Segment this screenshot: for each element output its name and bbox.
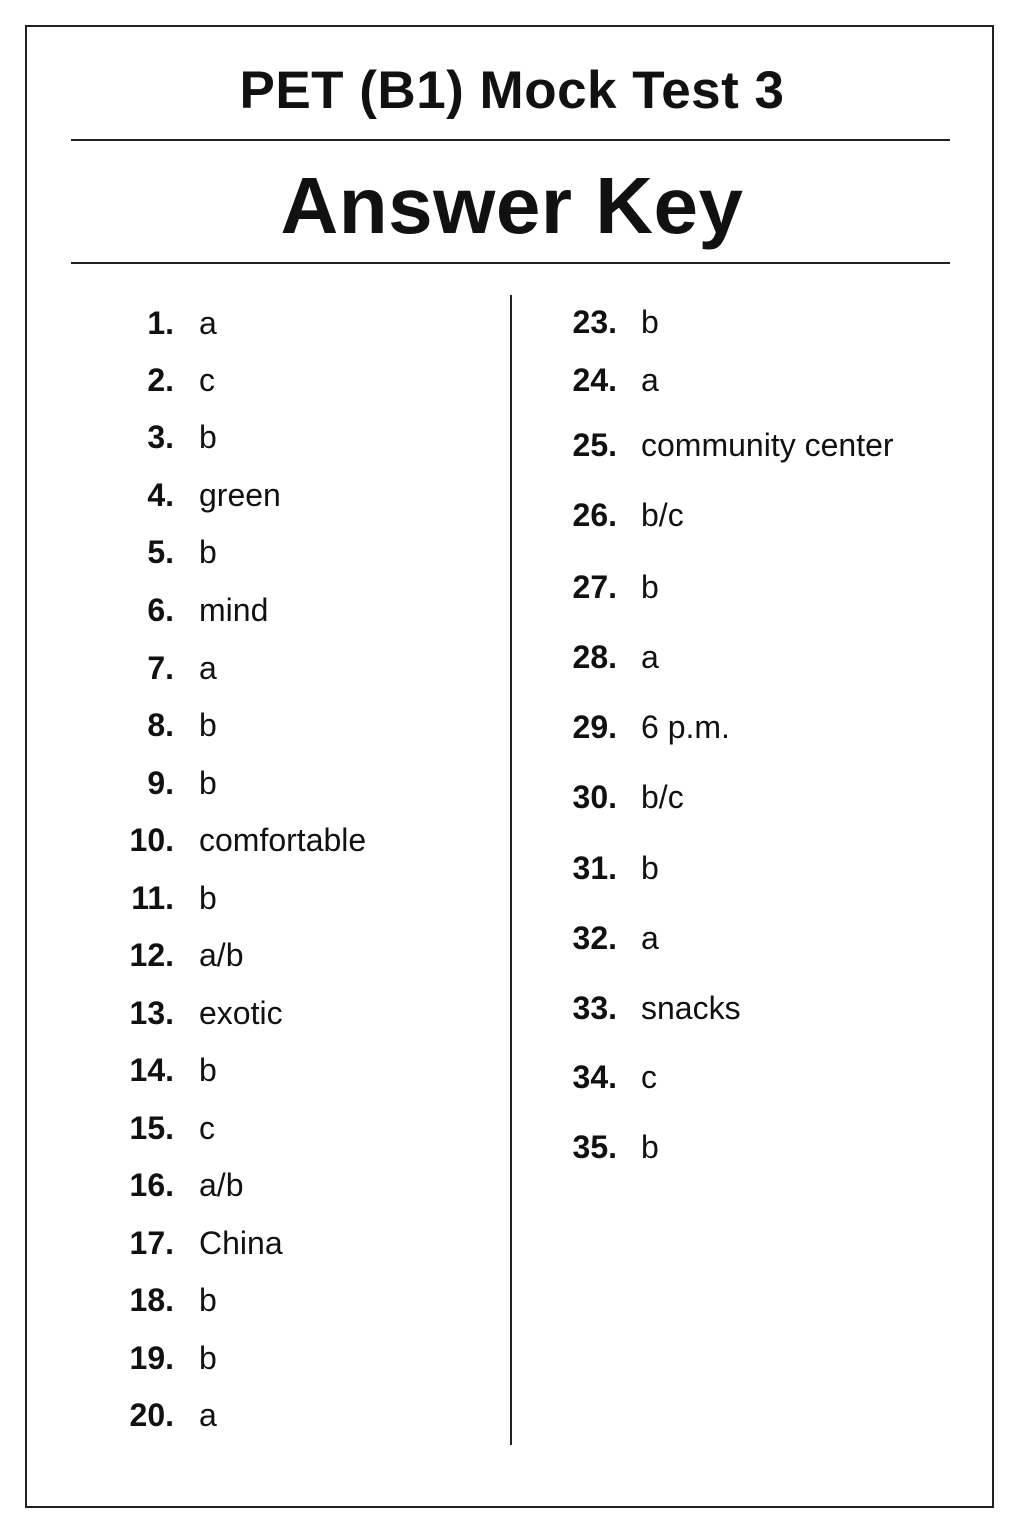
page-subtitle: Answer Key — [280, 161, 744, 250]
answer-text: c — [199, 1110, 215, 1146]
answer-text: 6 p.m. — [641, 709, 730, 745]
question-number: 15. — [129, 1110, 174, 1146]
question-number: 28. — [572, 639, 617, 675]
answer-text: snacks — [641, 990, 741, 1026]
title-divider — [71, 139, 950, 141]
question-number: 19. — [129, 1340, 174, 1376]
question-number: 17. — [129, 1225, 174, 1261]
page-title: PET (B1) Mock Test 3 — [239, 61, 785, 120]
answer-text: b — [641, 1129, 659, 1165]
header-divider — [71, 262, 950, 264]
answer-text: comfortable — [199, 822, 367, 858]
answer-item — [0, 300, 659, 344]
answer-text: exotic — [199, 995, 283, 1031]
answer-item — [0, 493, 684, 537]
question-number: 32. — [572, 920, 617, 956]
answer-text: b — [641, 304, 659, 340]
answer-item — [0, 635, 659, 679]
answer-text: b — [199, 707, 217, 743]
answer-text: a — [199, 305, 217, 341]
question-number: 23. — [572, 304, 617, 340]
answer-text: b — [199, 1282, 217, 1318]
answer-item — [0, 1055, 657, 1099]
question-number: 9. — [147, 765, 174, 801]
answer-text: b — [199, 765, 217, 801]
question-number: 31. — [572, 850, 617, 886]
question-number: 33. — [572, 990, 617, 1026]
answer-text: community center — [641, 427, 894, 463]
question-number: 3. — [147, 419, 174, 455]
question-number: 29. — [572, 709, 617, 745]
answer-text: b — [641, 850, 659, 886]
question-number: 27. — [572, 569, 617, 605]
answer-item — [0, 1221, 283, 1265]
question-number: 14. — [129, 1052, 174, 1088]
answer-item — [0, 1336, 217, 1380]
answer-item — [0, 1125, 659, 1169]
question-number: 1. — [147, 305, 174, 341]
answer-item — [0, 1163, 244, 1207]
question-number: 35. — [572, 1129, 617, 1165]
answer-text: a — [199, 650, 217, 686]
answer-text: mind — [199, 592, 269, 628]
answer-text: a/b — [199, 937, 244, 973]
answer-text: b/c — [641, 779, 684, 815]
question-number: 6. — [147, 592, 174, 628]
question-number: 18. — [129, 1282, 174, 1318]
question-number: 24. — [572, 362, 617, 398]
question-number: 8. — [147, 707, 174, 743]
answer-text: b — [199, 880, 217, 916]
answer-text: b — [199, 534, 217, 570]
question-number: 5. — [147, 534, 174, 570]
answer-item — [0, 423, 894, 467]
answer-text: a — [199, 1397, 217, 1433]
answer-text: a — [641, 920, 659, 956]
answer-item — [0, 775, 684, 819]
answer-item — [0, 1278, 217, 1322]
answer-item — [0, 986, 741, 1030]
answer-item — [0, 1393, 217, 1437]
answer-text: China — [199, 1225, 283, 1261]
answer-text: a/b — [199, 1167, 244, 1203]
answer-text: b — [641, 569, 659, 605]
question-number: 13. — [129, 995, 174, 1031]
answer-text: b — [199, 419, 217, 455]
answer-text: a — [641, 362, 659, 398]
answer-item — [0, 565, 659, 609]
question-number: 20. — [129, 1397, 174, 1433]
question-number: 10. — [129, 822, 174, 858]
answer-item — [0, 846, 659, 890]
question-number: 16. — [129, 1167, 174, 1203]
question-number: 2. — [147, 362, 174, 398]
question-number: 34. — [572, 1059, 617, 1095]
answer-text: b — [199, 1052, 217, 1088]
question-number: 4. — [147, 477, 174, 513]
answer-item — [0, 705, 730, 749]
question-number: 7. — [147, 650, 174, 686]
question-number: 12. — [129, 937, 174, 973]
question-number: 26. — [572, 497, 617, 533]
answer-text: c — [199, 362, 215, 398]
answer-item — [0, 358, 659, 402]
question-number: 30. — [572, 779, 617, 815]
answer-text: c — [641, 1059, 657, 1095]
question-number: 11. — [131, 880, 174, 916]
answer-item — [0, 916, 659, 960]
question-number: 25. — [572, 427, 617, 463]
answer-text: a — [641, 639, 659, 675]
answer-text: b/c — [641, 497, 684, 533]
answer-text: b — [199, 1340, 217, 1376]
answer-text: green — [199, 477, 281, 513]
